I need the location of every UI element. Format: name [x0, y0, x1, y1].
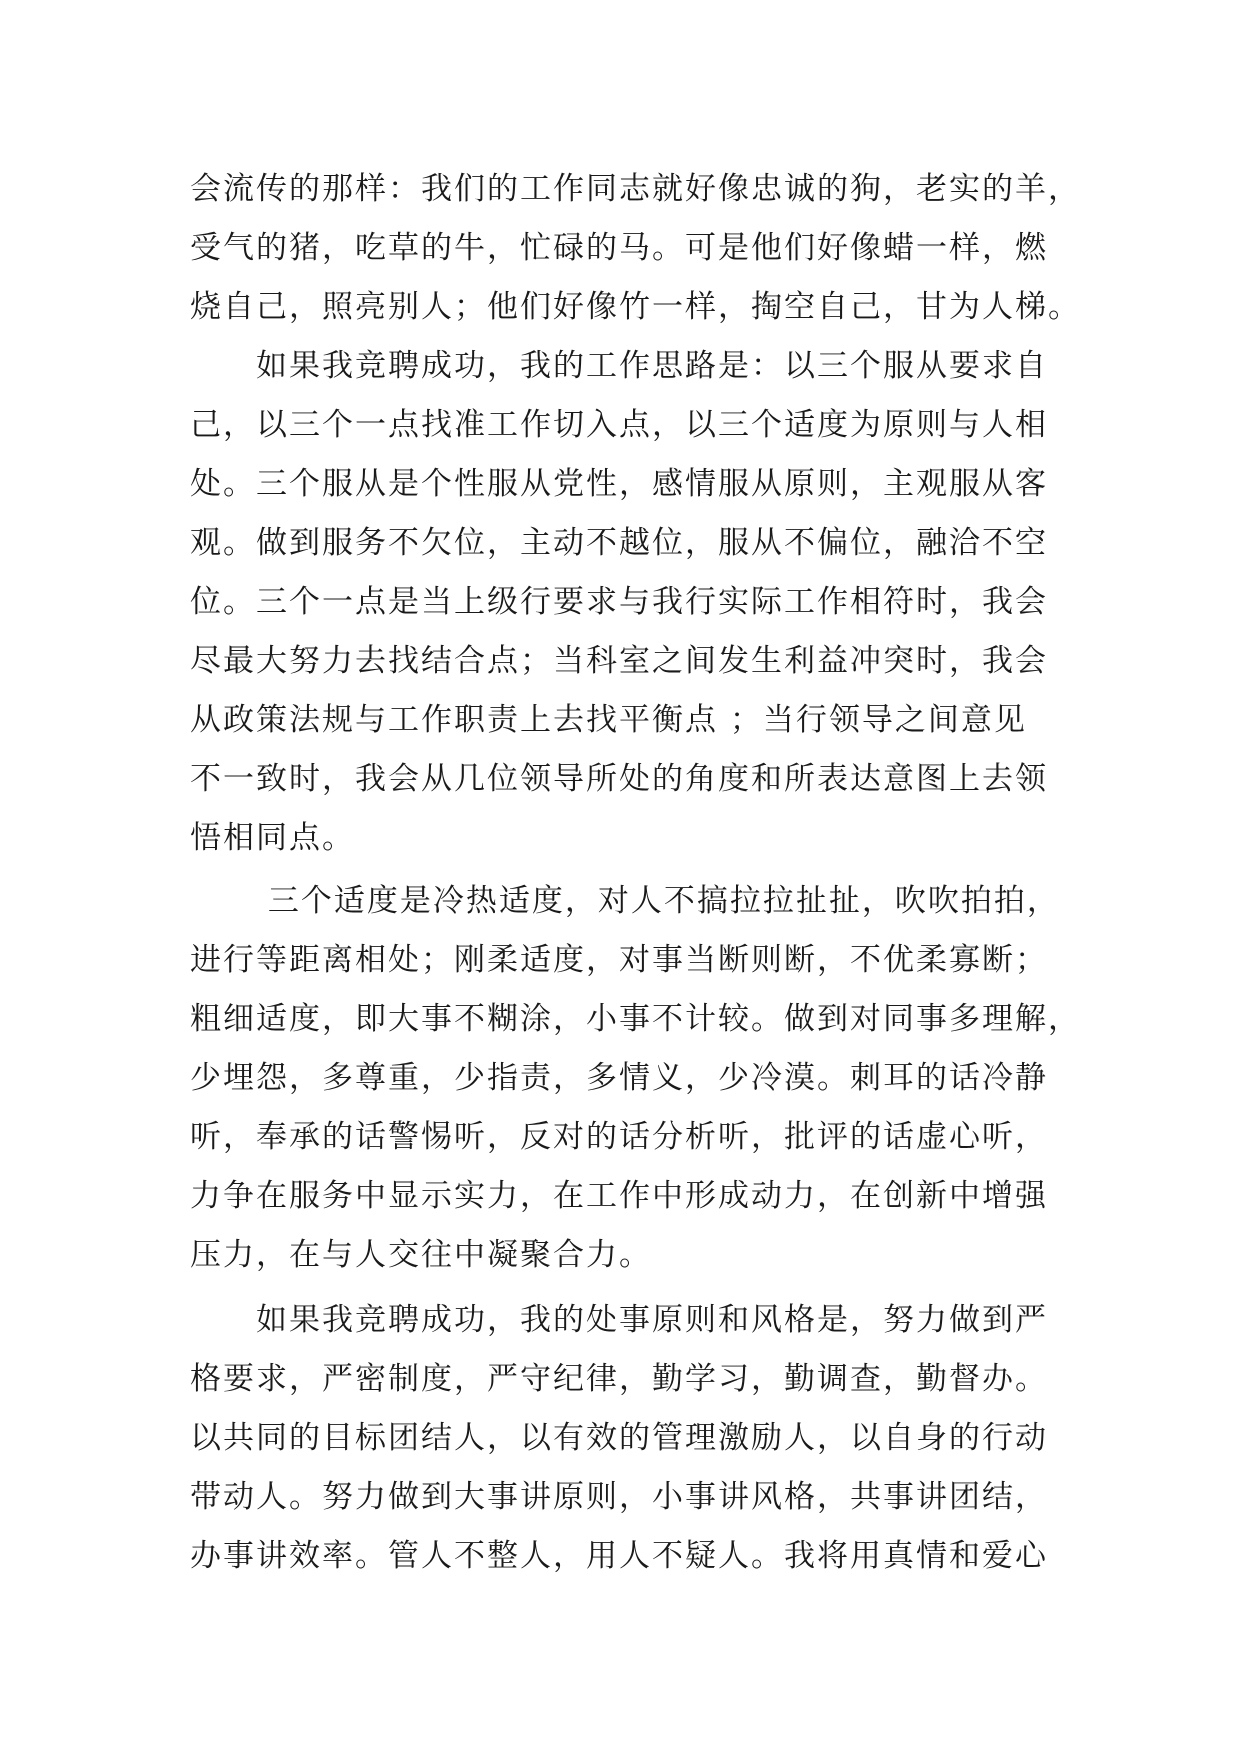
text-line: 从政策法规与工作职责上去找平衡点 ；当行领导之间意见 [190, 702, 1027, 738]
text-line: 尽最大努力去找结合点；当科室之间发生利益冲突时，我会 [190, 643, 1048, 679]
text-line: 少埋怨，多尊重，少指责，多情义，少冷漠。刺耳的话冷静 [190, 1060, 1048, 1096]
text-line: 己，以三个一点找准工作切入点，以三个适度为原则与人相 [190, 407, 1048, 443]
text-line: 会流传的那样：我们的工作同志就好像忠诚的狗，老实的羊， [190, 171, 1081, 207]
body-text [190, 160, 1081, 1586]
paragraph-start-line: 如果我竞聘成功，我的工作思路是：以三个服从要求自 [190, 348, 1048, 384]
text-line: 力争在服务中显示实力，在工作中形成动力，在创新中增强 [190, 1178, 1048, 1214]
text-line: 处。三个服从是个性服从党性，感情服从原则，主观服从客 [190, 466, 1048, 502]
text-line: 观。做到服务不欠位，主动不越位，服从不偏位，融洽不空 [190, 525, 1048, 561]
text-line: 办事讲效率。管人不整人，用人不疑人。我将用真情和爱心 [190, 1538, 1048, 1574]
text-line: 不一致时，我会从几位领导所处的角度和所表达意图上去领 [190, 761, 1048, 797]
text-line: 格要求，严密制度，严守纪律，勤学习，勤调查，勤督办。 [190, 1361, 1048, 1397]
text-line: 带动人。努力做到大事讲原则，小事讲风格，共事讲团结， [190, 1479, 1048, 1515]
text-line: 位。三个一点是当上级行要求与我行实际工作相符时，我会 [190, 584, 1048, 620]
text-line: 烧自己，照亮别人；他们好像竹一样，掏空自己，甘为人梯。 [190, 289, 1081, 325]
paragraph-start-line: 三个适度是冷热适度，对人不搞拉拉扯扯，吹吹拍拍， [190, 883, 1060, 919]
text-line: 受气的猪，吃草的牛，忙碌的马。可是他们好像蜡一样，燃 [190, 230, 1048, 266]
text-line: 悟相同点。 [190, 820, 355, 856]
text-line: 粗细适度，即大事不糊涂，小事不计较。做到对同事多理解， [190, 1001, 1081, 1037]
text-line: 压力，在与人交往中凝聚合力。 [190, 1237, 652, 1273]
text-line: 听，奉承的话警惕听，反对的话分析听，批评的话虚心听， [190, 1119, 1048, 1155]
paragraph-start-line: 如果我竞聘成功，我的处事原则和风格是，努力做到严 [190, 1302, 1048, 1338]
text-line: 进行等距离相处；刚柔适度，对事当断则断，不优柔寡断； [190, 942, 1048, 978]
text-line: 以共同的目标团结人，以有效的管理激励人，以自身的行动 [190, 1420, 1048, 1456]
